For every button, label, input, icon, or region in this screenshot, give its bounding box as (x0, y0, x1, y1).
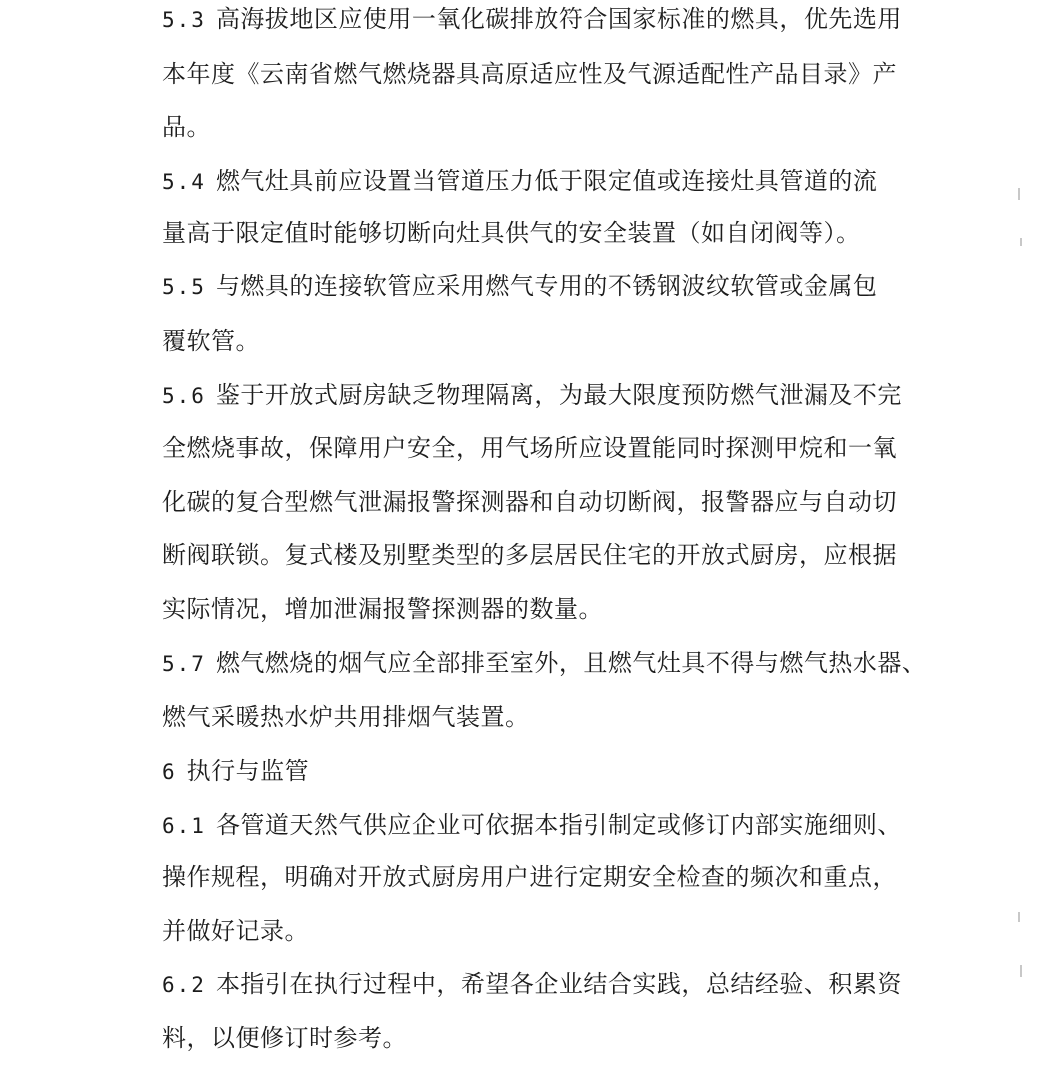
scan-mark (1020, 965, 1022, 977)
text-line (162, 271, 877, 302)
text-line (162, 969, 902, 1000)
text-line (162, 594, 603, 624)
line-text: 高海拔地区应使用一氧化碳排放符合国家标准的燃具，优先选用 (215, 5, 902, 33)
text-line (162, 218, 861, 248)
line-text: 燃气采暖热水炉共用排烟气装置。 (162, 703, 530, 731)
line-text: 本指引在执行过程中，希望各企业结合实践，总结经验、积累资 (215, 970, 902, 998)
line-text: 量高于限定值时能够切断向灶具供气的安全装置（如自闭阀等）。 (162, 219, 861, 247)
clause-number: 5.6 (162, 384, 206, 408)
clause-number: 5.3 (162, 8, 206, 32)
scan-mark (1018, 188, 1020, 200)
text-line (162, 112, 211, 142)
line-text: 鉴于开放式厨房缺乏物理隔离，为最大限度预防燃气泄漏及不完 (215, 381, 902, 409)
line-text: 实际情况，增加泄漏报警探测器的数量。 (162, 595, 603, 623)
line-text: 各管道天然气供应企业可依据本指引制定或修订内部实施细则、 (215, 811, 902, 839)
line-text: 断阀联锁。复式楼及别墅类型的多层居民住宅的开放式厨房，应根据 (162, 541, 897, 569)
clause-number: 5.7 (162, 652, 206, 676)
line-text: 并做好记录。 (162, 917, 309, 945)
clause-number: 6.1 (162, 814, 206, 838)
text-line (162, 326, 260, 356)
line-text: 操作规程，明确对开放式厨房用户进行定期安全检查的频次和重点， (162, 863, 897, 891)
section-title: 执行与监管 (186, 757, 310, 785)
section-heading (162, 756, 309, 787)
line-text: 燃气灶具前应设置当管道压力低于限定值或连接灶具管道的流 (215, 167, 878, 195)
text-line (162, 916, 309, 946)
line-text: 化碳的复合型燃气泄漏报警探测器和自动切断阀，报警器应与自动切 (162, 488, 897, 516)
text-line (162, 648, 926, 679)
clause-number: 5.4 (162, 170, 206, 194)
line-text: 全燃烧事故，保障用户安全，用气场所应设置能同时探测甲烷和一氧 (162, 434, 897, 462)
text-line (162, 702, 530, 732)
line-text: 料，以便修订时参考。 (162, 1024, 407, 1052)
line-text: 燃气燃烧的烟气应全部排至室外，且燃气灶具不得与燃气热水器、 (215, 649, 927, 677)
line-text: 品。 (162, 113, 211, 141)
text-line (162, 810, 902, 841)
text-line (162, 487, 897, 517)
text-line (162, 862, 897, 892)
text-line (162, 433, 897, 463)
scan-mark (1020, 238, 1022, 246)
text-line (162, 59, 897, 89)
text-line (162, 540, 897, 570)
line-text: 覆软管。 (162, 327, 260, 355)
clause-number: 6.2 (162, 973, 206, 997)
line-text: 本年度《云南省燃气燃烧器具高原适应性及气源适配性产品目录》产 (162, 60, 897, 88)
text-line (162, 1023, 407, 1053)
scan-mark (1018, 912, 1020, 922)
text-line (162, 166, 877, 197)
text-line (162, 4, 902, 35)
text-line (162, 380, 902, 411)
section-number: 6 (162, 760, 177, 784)
clause-number: 5.5 (162, 275, 206, 299)
line-text: 与燃具的连接软管应采用燃气专用的不锈钢波纹软管或金属包 (215, 272, 878, 300)
